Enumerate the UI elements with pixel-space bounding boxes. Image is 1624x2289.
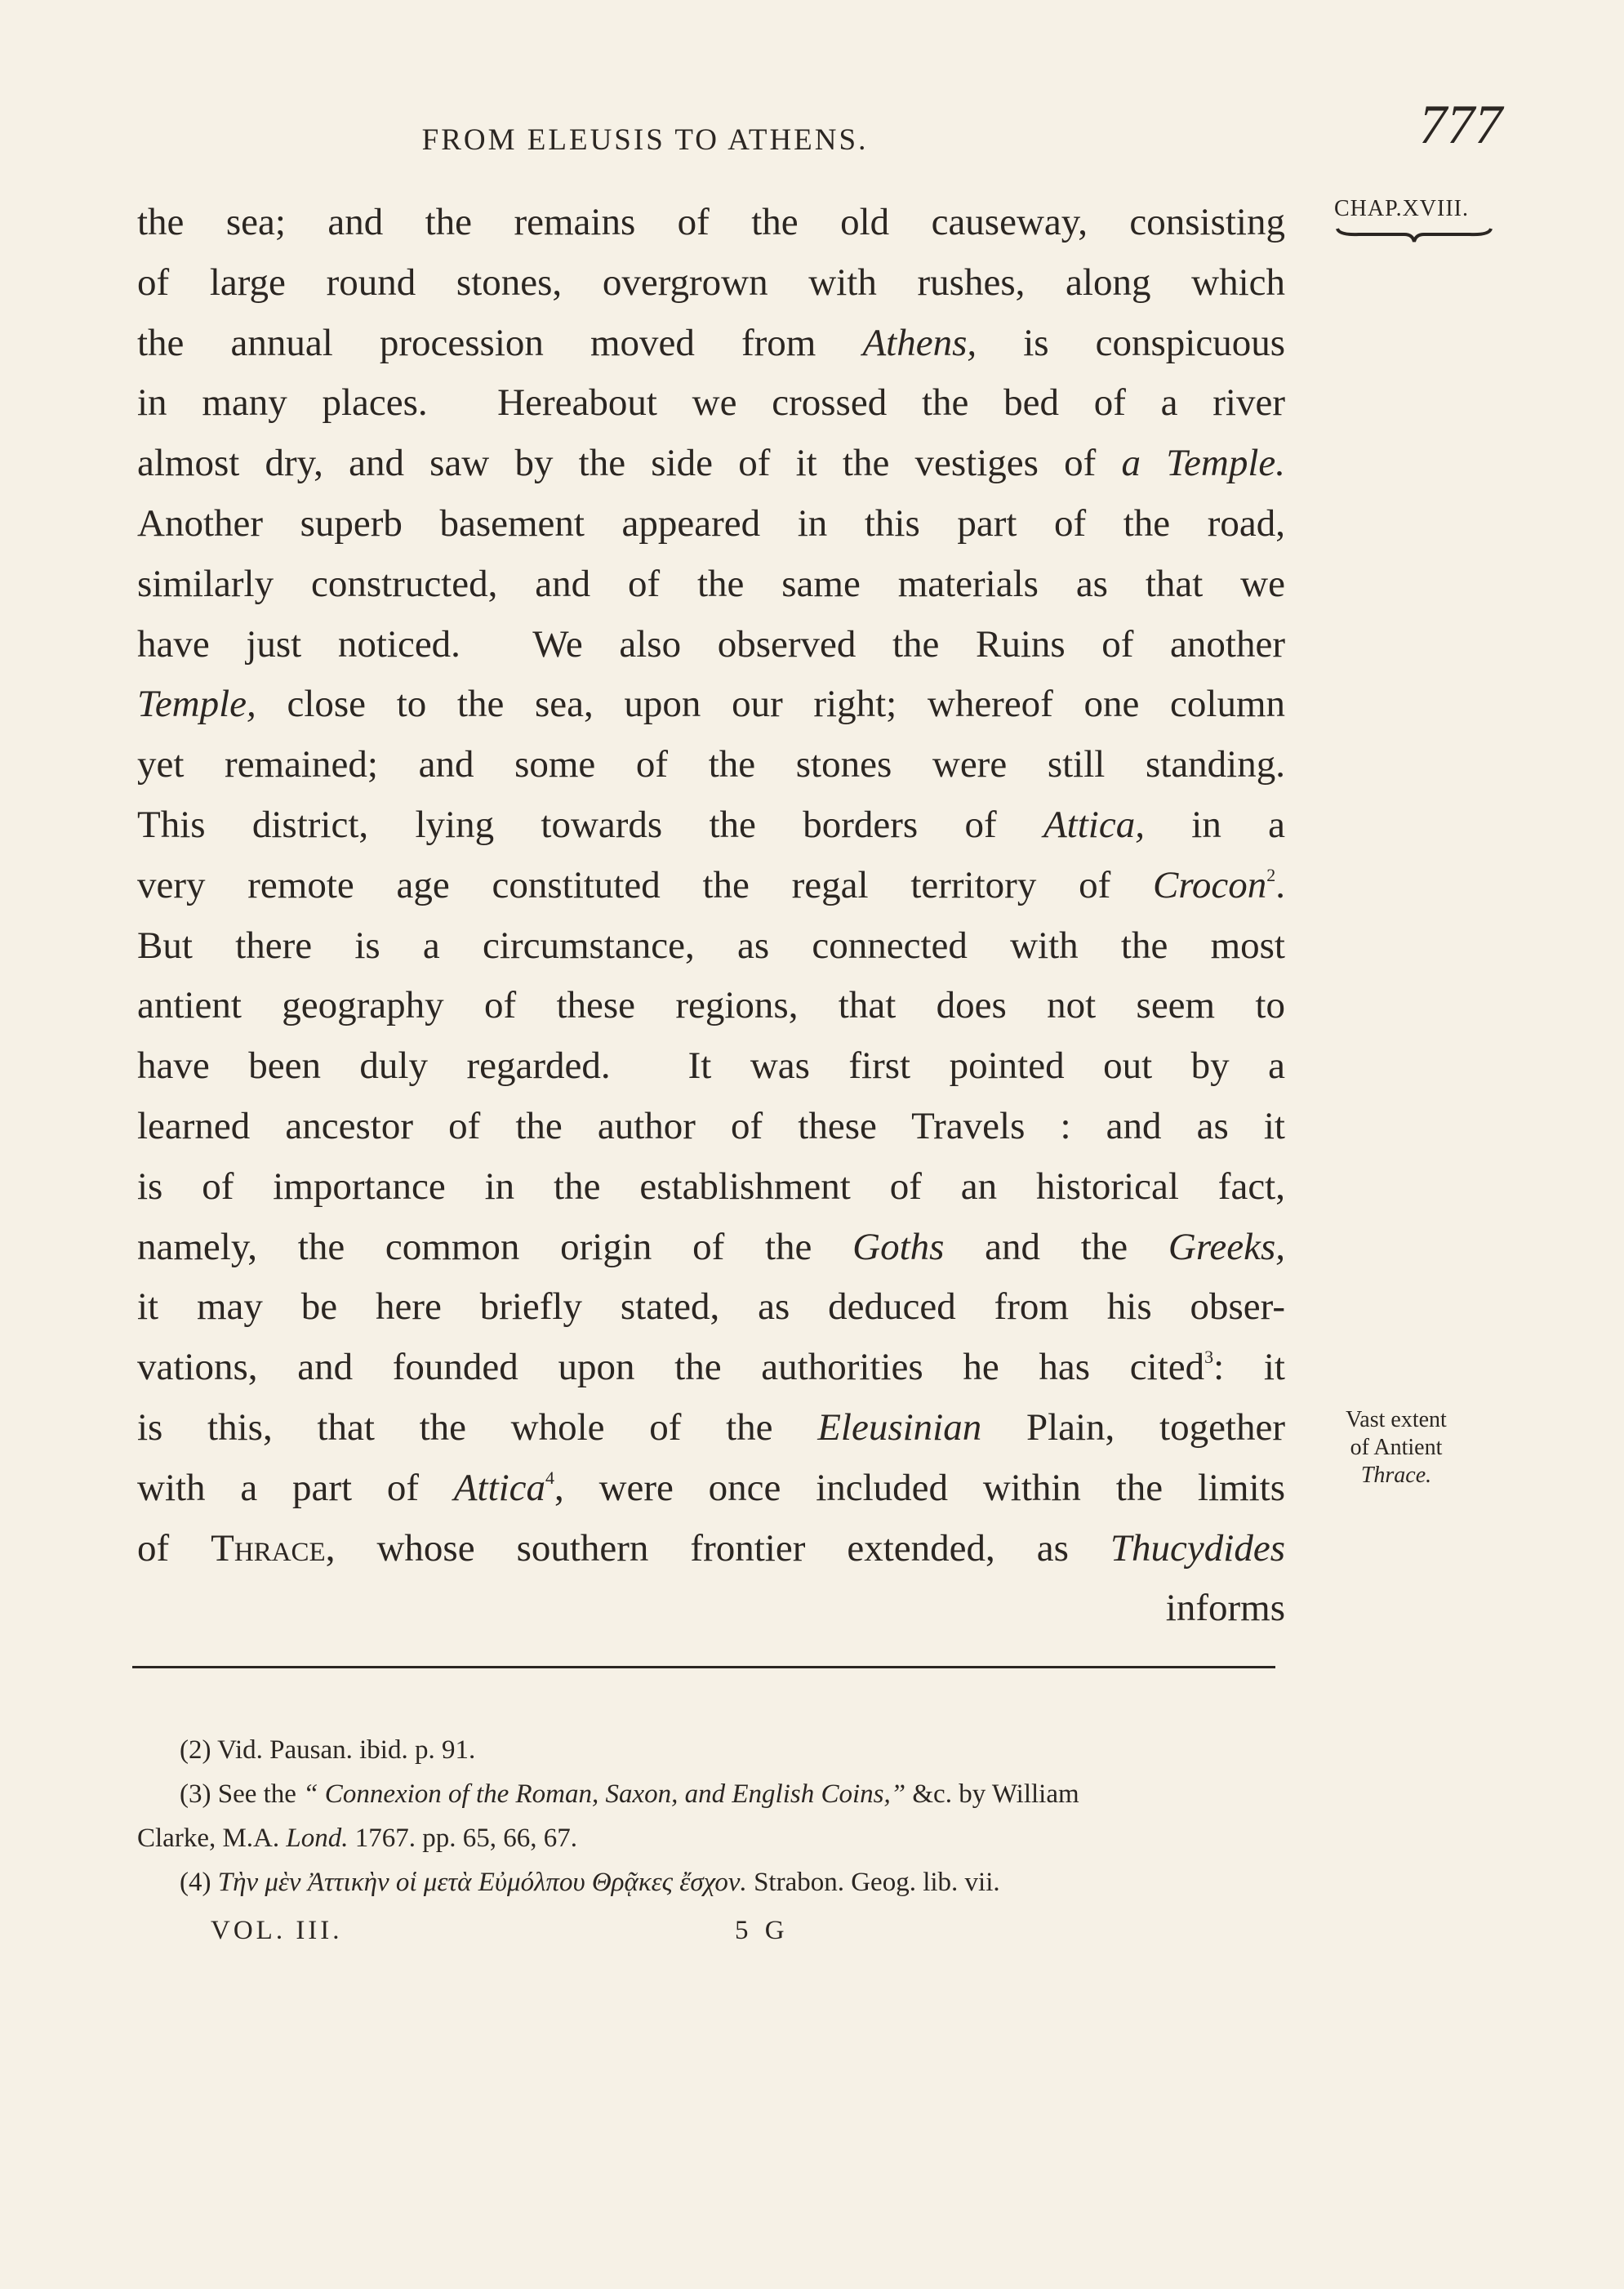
term-temple-2: Temple, — [137, 683, 256, 726]
text-line-21: is this, that the whole of the Eleusinian Plain, together — [137, 1405, 1285, 1449]
text-line-1: the sea; and the remains of the old causeway, consisting — [137, 201, 1285, 243]
name-crocon: Crocon — [1152, 863, 1267, 906]
text-line-18: namely, the common origin of the Goths and the Greeks, — [137, 1225, 1285, 1268]
signature-mark: 5 G — [735, 1916, 790, 1945]
text-line-19: it may be here briefly stated, as deduced from his obser- — [137, 1285, 1285, 1329]
place-attica: Attica, — [1043, 803, 1145, 846]
text-line-23: of Thrace, whose southern frontier extended, as Thucydides — [137, 1526, 1285, 1570]
side-note-line-2: of Antient — [1350, 1435, 1443, 1460]
footnote-4: (4) Τὴν μὲν Ἀττικὴν οἱ μετὰ Εὐμόλπου Θρᾷκες ἔσχον. Strabon. Geog. lib. vii. — [180, 1868, 1000, 1897]
text-line-7: similarly constructed, and of the same materials as that we — [137, 562, 1285, 605]
text-line-14: antient geography of these regions, that does not seem to — [137, 984, 1285, 1027]
page-number: 777 — [1419, 93, 1502, 155]
footnote-ref-2: 2 — [1266, 864, 1276, 885]
brace-icon — [1334, 224, 1494, 245]
footnote-ref-4: 4 — [545, 1467, 555, 1488]
place-eleusinian: Eleusinian — [817, 1405, 982, 1449]
main-text — [137, 193, 1285, 1639]
name-thucydides: Thucydides — [1110, 1526, 1285, 1570]
footnote-ref-3: 3 — [1204, 1347, 1214, 1368]
text-line-8: have just noticed. We also observed the Ruins of another — [137, 622, 1285, 666]
place-attica-2: Attica — [453, 1466, 546, 1509]
people-goths: Goths — [852, 1225, 945, 1268]
footnote-3-cont: Clarke, M.A. Lond. 1767. pp. 65, 66, 67. — [137, 1824, 577, 1853]
term-temple: a Temple. — [1121, 442, 1286, 485]
side-note-line-3: Thrace. — [1360, 1463, 1432, 1488]
text-line-5: almost dry, and saw by the side of it the vestiges of a Temple. — [137, 442, 1286, 485]
people-greeks: Greeks, — [1168, 1225, 1285, 1268]
text-line-3: the annual procession moved from Athens, is conspicuous — [137, 321, 1285, 364]
chapter-marker — [1334, 196, 1497, 245]
footnote-rule — [132, 1666, 1275, 1668]
text-line-13: But there is a circumstance, as connected with the most — [137, 924, 1285, 967]
footnote-3: (3) See the “ Connexion of the Roman, Saxon, and English Coins,” &c. by William — [180, 1779, 1079, 1809]
chapter-label: CHAP.XVIII. — [1334, 196, 1469, 221]
place-thrace: Thrace, — [211, 1526, 336, 1570]
text-line-6: Another superb basement appeared in this part of the road, — [137, 501, 1285, 545]
text-line-16: learned ancestor of the author of these Travels : and as it — [137, 1104, 1285, 1147]
text-line-12: very remote age constituted the regal territory of Crocon$^2$. — [137, 863, 1285, 906]
text-line-4: in many places. Hereabout we crossed the bed of a river — [137, 381, 1285, 425]
text-line-10: yet remained; and some of the stones were still standing. — [137, 743, 1285, 786]
catchword: informs — [1165, 1587, 1285, 1630]
place-athens: Athens, — [862, 321, 977, 364]
text-line-2: of large round stones, overgrown with rushes, along which — [137, 261, 1285, 304]
text-line-15: have been duly regarded. It was first pointed out by a — [137, 1044, 1285, 1088]
footnotes — [137, 1728, 1287, 1904]
text-line-17: is of importance in the establishment of an historical fact, — [137, 1165, 1285, 1208]
side-note-line-1: Vast extent — [1346, 1407, 1447, 1432]
running-head: FROM ELEUSIS TO ATHENS. — [421, 123, 869, 157]
volume-label: VOL. III. — [211, 1916, 343, 1945]
text-line-11: This district, lying towards the borders of Attica, in a — [137, 803, 1285, 846]
side-note — [1323, 1406, 1470, 1490]
footnote-2: (2) Vid. Pausan. ibid. p. 91. — [180, 1735, 476, 1765]
text-line-20: vations, and founded upon the authorities he has cited$^3$: it — [137, 1346, 1285, 1389]
text-line-9: Temple, close to the sea, upon our right; whereof one column — [137, 683, 1285, 726]
text-line-22: with a part of Attica$^4$, were once included within the limits — [137, 1466, 1286, 1509]
